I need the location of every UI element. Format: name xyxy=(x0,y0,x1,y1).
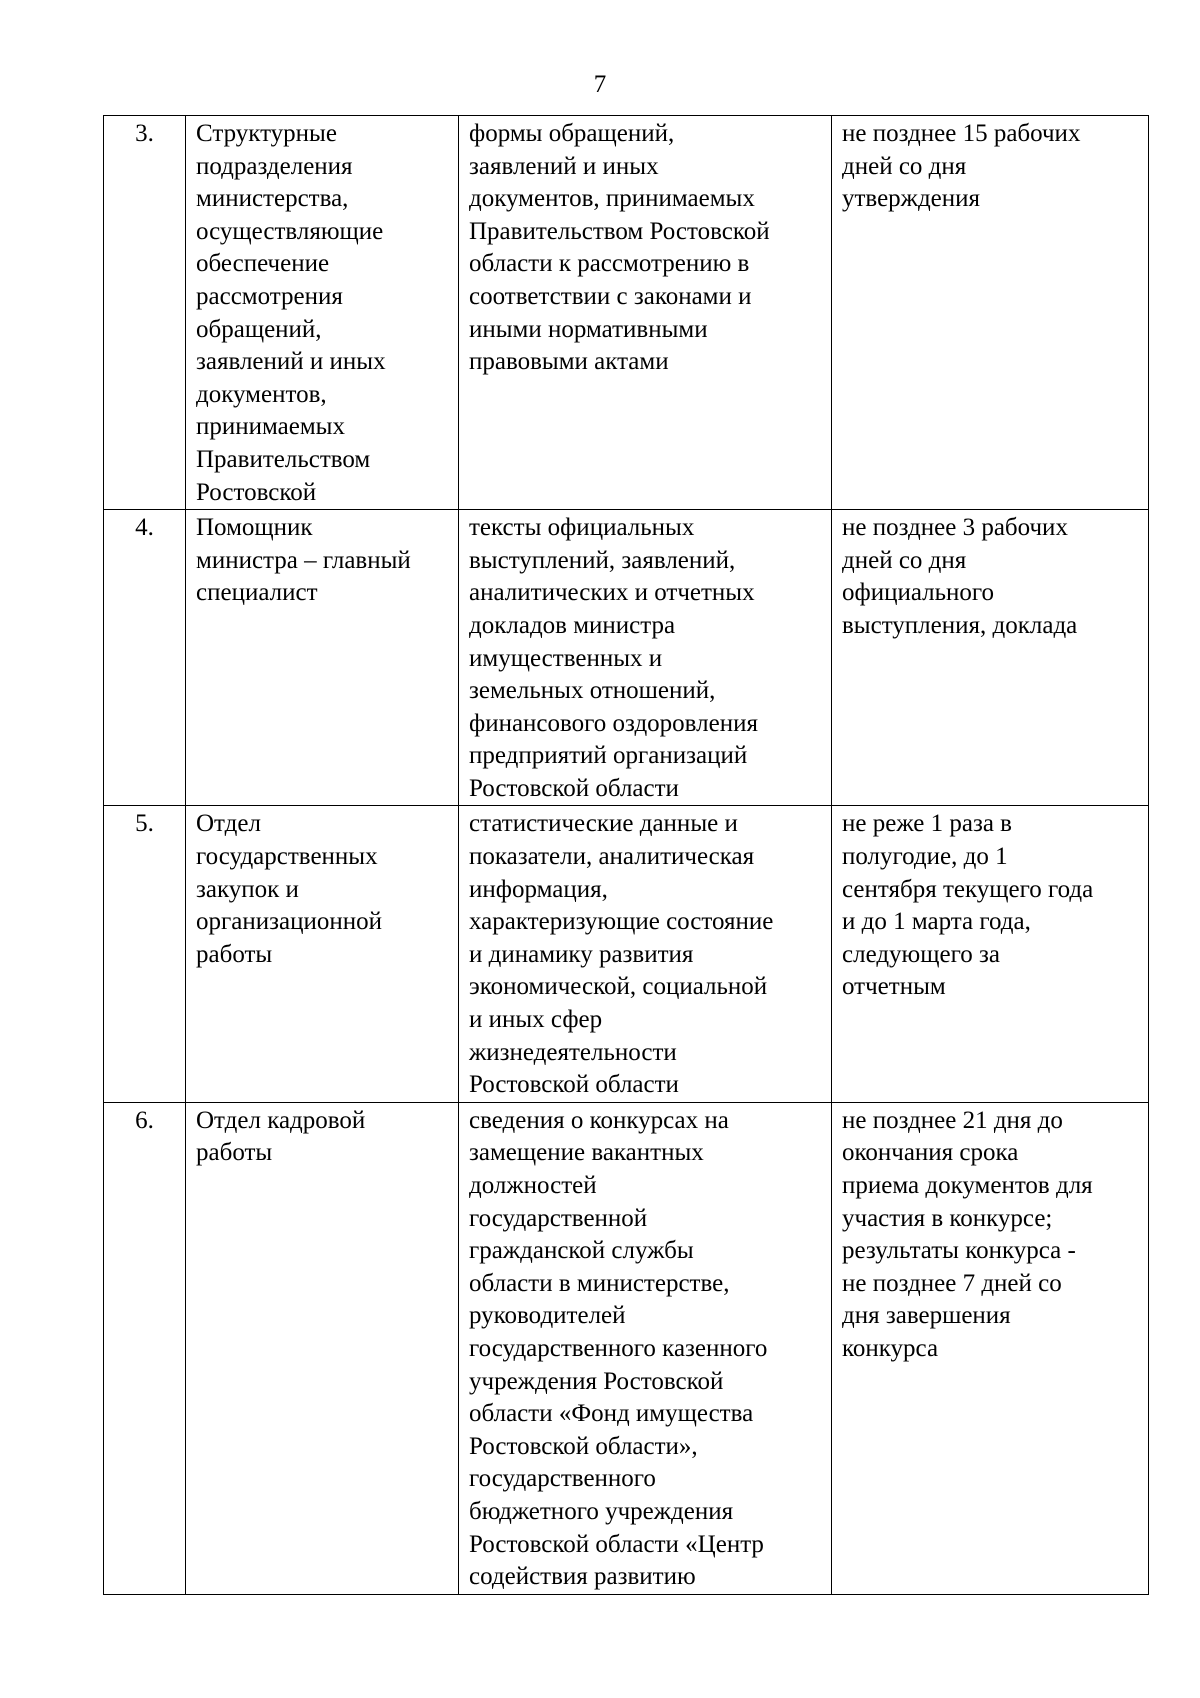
information-cell: статистические данные и показатели, аналитическая информация, характеризующие состояние и динамику развития экономической, социальной и иных сфер жизнедеятельности Ростовской области xyxy=(459,806,832,1102)
information-cell: сведения о конкурсах на замещение вакантных должностей государственной гражданской службы области в министерстве, руководителей государственного казенного учреждения Ростовской области «Фонд имущества Ростовской области», государственного бюджетного учреждения Ростовской области «Центр содействия развитию xyxy=(459,1102,832,1594)
responsible-unit-cell: Отдел кадровой работы xyxy=(186,1102,459,1594)
information-cell: тексты официальных выступлений, заявлений, аналитических и отчетных докладов министра имущественных и земельных отношений, финансового оздоровления предприятий организаций Ростовской области xyxy=(459,510,832,806)
responsible-unit-cell: Помощник министра – главный специалист xyxy=(186,510,459,806)
row-number: 6. xyxy=(104,1102,186,1594)
row-number: 4. xyxy=(104,510,186,806)
row-number: 5. xyxy=(104,806,186,1102)
info-table xyxy=(103,115,1149,1595)
page-number: 7 xyxy=(593,71,607,98)
deadline-cell: не позднее 3 рабочих дней со дня официального выступления, доклада xyxy=(832,510,1149,806)
responsible-unit-cell: Отдел государственных закупок и организационной работы xyxy=(186,806,459,1102)
deadline-cell: не реже 1 раза в полугодие, до 1 сентября текущего года и до 1 марта года, следующего за отчетным xyxy=(832,806,1149,1102)
deadline-cell: не позднее 15 рабочих дней со дня утверждения xyxy=(832,116,1149,510)
deadline-cell: не позднее 21 дня до окончания срока приема документов для участия в конкурсе; результаты конкурса - не позднее 7 дней со дня завершения конкурса xyxy=(832,1102,1149,1594)
table-row xyxy=(104,116,1149,510)
information-cell: формы обращений, заявлений и иных документов, принимаемых Правительством Ростовской области к рассмотрению в соответствии с законами и иными нормативными правовыми актами xyxy=(459,116,832,510)
row-number: 3. xyxy=(104,116,186,510)
table-row xyxy=(104,1102,1149,1594)
responsible-unit-cell: Структурные подразделения министерства, осуществляющие обеспечение рассмотрения обращений, заявлений и иных документов, принимаемых Правительством Ростовской xyxy=(186,116,459,510)
table-row xyxy=(104,510,1149,806)
table-row xyxy=(104,806,1149,1102)
